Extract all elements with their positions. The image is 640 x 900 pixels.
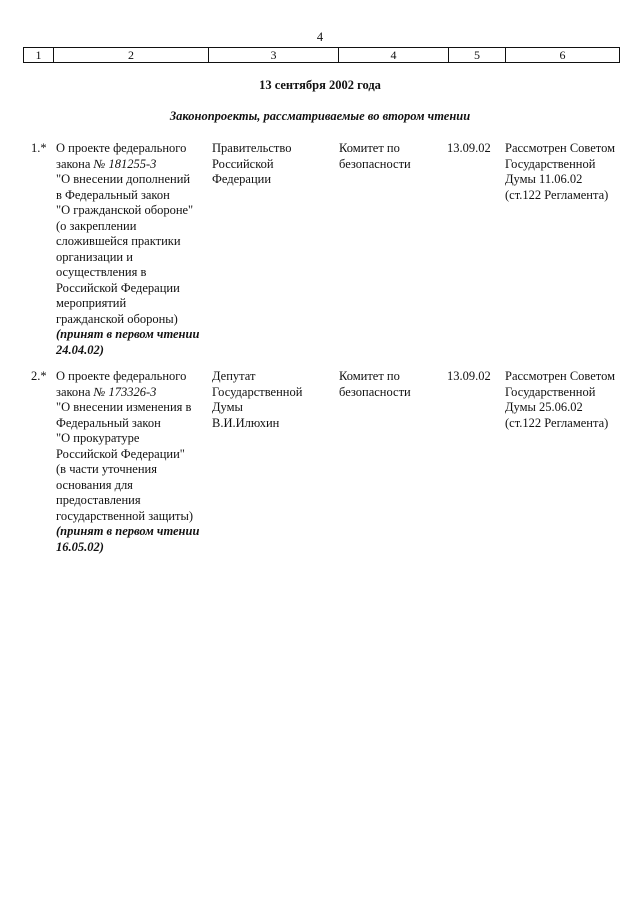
bill-title-line: Федеральный закон xyxy=(56,415,161,430)
committee-line: Комитет по xyxy=(339,141,400,155)
bill-title-line: предоставления xyxy=(56,493,141,507)
bill-status xyxy=(505,141,625,203)
bill-title-line: основания для xyxy=(56,477,133,492)
first-reading-note: (принят в первом чтении xyxy=(56,327,200,341)
committee-line: безопасности xyxy=(339,384,411,399)
author-line: Федерации xyxy=(212,172,272,186)
column-header-6: 6 xyxy=(506,48,620,63)
bill-description xyxy=(56,141,206,358)
author-line: Депутат xyxy=(212,369,256,383)
first-reading-note: (принят в первом чтении xyxy=(56,524,200,538)
bill-title-line: (о закреплении xyxy=(56,218,137,233)
author-line: В.И.Илюхин xyxy=(212,415,280,430)
bill-number: № 173326-3 xyxy=(93,384,157,399)
bill-title-line: Российской Федерации" xyxy=(56,446,185,461)
status-line: (ст.122 Регламента) xyxy=(505,415,609,430)
status-line: Рассмотрен Советом xyxy=(505,369,616,383)
status-line: Думы 25.06.02 xyxy=(505,400,583,414)
column-header-5: 5 xyxy=(449,48,506,63)
status-line: (ст.122 Регламента) xyxy=(505,187,609,202)
description-law-line xyxy=(56,385,206,401)
bill-title-line: "О прокуратуре xyxy=(56,431,140,445)
entry-number: 2.* xyxy=(31,369,47,383)
bill-author xyxy=(212,369,334,431)
author-line: Российской xyxy=(212,156,274,171)
entry-number: 1.* xyxy=(31,141,47,155)
author-line: Правительство xyxy=(212,141,292,155)
first-reading-date: 16.05.02) xyxy=(56,539,104,554)
bill-title-line: гражданской обороны) xyxy=(56,311,178,326)
consideration-date: 13.09.02 xyxy=(447,141,491,155)
bill-title-line: мероприятий xyxy=(56,296,127,310)
first-reading-date: 24.04.02) xyxy=(56,342,104,357)
bill-number: № 181255-3 xyxy=(93,156,157,171)
bill-title-line: Российской Федерации xyxy=(56,280,180,295)
bill-title-line: в Федеральный закон xyxy=(56,187,170,202)
section-heading: Законопроекты, рассматриваемые во втором чтении xyxy=(169,109,471,123)
bill-description xyxy=(56,369,206,555)
bill-title-line: "О внесении изменения в xyxy=(56,400,192,414)
responsible-committee xyxy=(339,369,443,400)
author-line: Государственной xyxy=(212,384,303,399)
bill-title-line: сложившейся практики xyxy=(56,234,181,248)
status-line: Государственной xyxy=(505,384,596,399)
bill-title-line: (в части уточнения xyxy=(56,462,157,476)
column-header-2: 2 xyxy=(54,48,209,63)
law-prefix: закона xyxy=(56,156,94,171)
bill-status xyxy=(505,369,625,431)
committee-line: Комитет по xyxy=(339,369,400,383)
status-line: Рассмотрен Советом xyxy=(505,141,616,155)
status-line: Думы 11.06.02 xyxy=(505,172,583,186)
status-line: Государственной xyxy=(505,156,596,171)
bill-title-line: организации и xyxy=(56,249,133,264)
page-number: 4 xyxy=(316,30,324,44)
bill-author xyxy=(212,141,334,188)
column-header-4: 4 xyxy=(339,48,449,63)
date-heading: 13 сентября 2002 года xyxy=(259,78,381,92)
responsible-committee xyxy=(339,141,443,172)
bill-title-line: "О внесении дополнений xyxy=(56,172,191,186)
column-header-1: 1 xyxy=(24,48,54,63)
column-number-header xyxy=(23,47,620,63)
committee-line: безопасности xyxy=(339,156,411,171)
author-line: Думы xyxy=(212,400,243,414)
description-intro: О проекте федерального xyxy=(56,369,187,383)
bill-title-line: осуществления в xyxy=(56,265,147,279)
description-intro: О проекте федерального xyxy=(56,141,187,155)
bill-title-line: "О гражданской обороне" xyxy=(56,203,194,217)
law-prefix: закона xyxy=(56,384,94,399)
consideration-date: 13.09.02 xyxy=(447,369,491,383)
description-law-line xyxy=(56,157,206,173)
column-header-3: 3 xyxy=(209,48,339,63)
bill-title-line: государственной защиты) xyxy=(56,508,194,523)
